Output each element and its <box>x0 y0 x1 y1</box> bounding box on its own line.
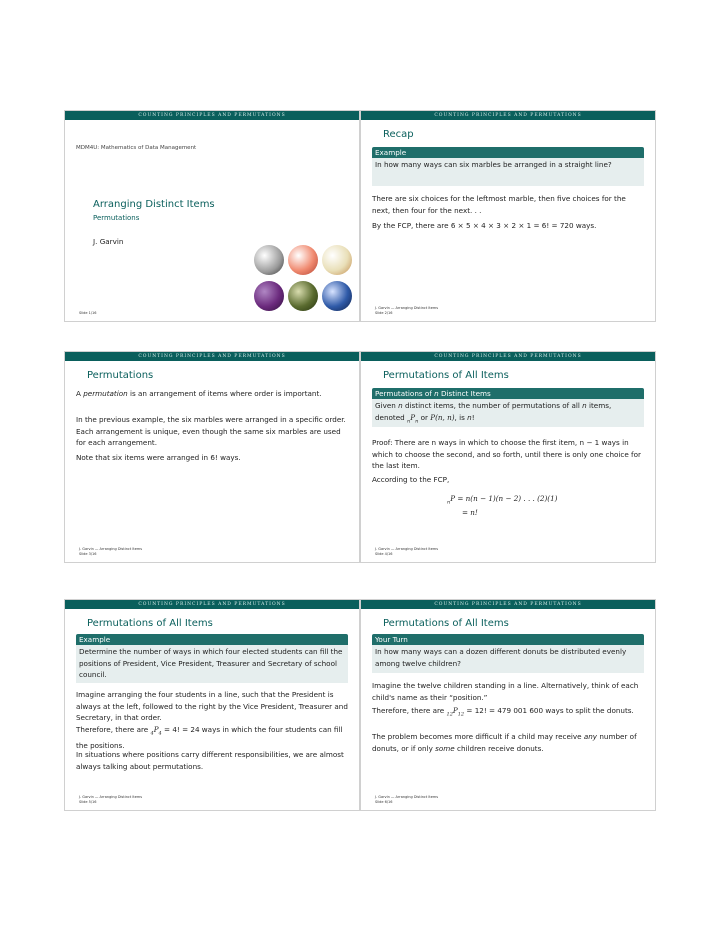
emphasis: any <box>583 732 598 741</box>
equation-line-2: = n! <box>462 508 478 517</box>
slide-footer <box>79 547 142 557</box>
slide-title: Permutations of All Items <box>383 618 509 629</box>
text: ! <box>471 412 475 422</box>
paragraph: Imagine arranging the four students in a line, such that the President is always at the left, followed to the right by the Vice President, Treasurer and Secretary, in that order. <box>76 690 348 722</box>
paragraph <box>76 724 348 751</box>
slide-5 <box>64 599 360 811</box>
your-turn-block-text: In how many ways can a dozen different donuts be distributed evenly among twelve children? <box>372 645 644 673</box>
footer-author: J. Garvin — Arranging Distinct Items <box>375 795 439 799</box>
paragraph: In situations where positions carry different responsibilities, we are almost always talking about permutations. <box>76 750 344 771</box>
math: n <box>467 412 472 422</box>
math: n <box>415 417 419 424</box>
footer-author: J. Garvin — Arranging Distinct Items <box>79 795 143 799</box>
slide-header: COUNTING PRINCIPLES AND PERMUTATIONS <box>361 352 655 361</box>
slide-header: COUNTING PRINCIPLES AND PERMUTATIONS <box>361 600 655 609</box>
paragraph <box>76 388 348 400</box>
footer-author: J. Garvin — Arranging Distinct Items <box>375 547 439 551</box>
text: Permutations of <box>375 389 435 398</box>
paragraph: There are six choices for the leftmost marble, then five choices for the next, then four for the next. . . <box>372 194 626 215</box>
text: children receive donuts. <box>454 743 544 753</box>
slide-header: COUNTING PRINCIPLES AND PERMUTATIONS <box>361 111 655 120</box>
math: n <box>447 499 451 506</box>
slide-header: COUNTING PRINCIPLES AND PERMUTATIONS <box>65 352 359 361</box>
text: number of donuts, or if only <box>372 732 637 753</box>
math: P = n(n − 1)(n − 2) . . . (2)(1) <box>450 494 558 503</box>
text: , is <box>454 412 468 422</box>
math: n <box>582 401 587 410</box>
slide-number: Slide 6/16 <box>375 800 393 804</box>
text: or <box>418 412 431 422</box>
math: P <box>410 412 416 422</box>
marble-5 <box>288 281 318 311</box>
emphasis: n <box>434 389 439 398</box>
paragraph <box>372 705 644 721</box>
text: The problem becomes more difficult if a child may receive <box>372 732 584 741</box>
equation-line-1 <box>447 494 557 505</box>
slide-title: Arranging Distinct Items <box>93 199 215 210</box>
text: items, denoted <box>375 401 612 422</box>
definition-block-text <box>372 399 644 427</box>
slide-4 <box>360 351 656 563</box>
example-block-title: Example <box>76 634 348 645</box>
paragraph <box>372 731 644 754</box>
slide-1 <box>64 110 360 322</box>
paragraph: According to the FCP, <box>372 475 450 484</box>
text: A <box>76 389 84 398</box>
slide-title: Permutations <box>87 370 154 381</box>
footer-author: J. Garvin — Arranging Distinct Items <box>79 547 143 551</box>
marbles-image <box>250 243 360 318</box>
paragraph: Imagine the twelve children standing in a line. Alternatively, think of each child's name as their “position.” <box>372 681 639 702</box>
footer-author: J. Garvin — Arranging Distinct Items <box>375 306 439 310</box>
math: n <box>407 417 411 424</box>
example-block-title: Example <box>372 147 644 158</box>
slide-3 <box>64 351 360 563</box>
text: Given <box>375 401 399 410</box>
example-block-text: In how many ways can six marbles be arranged in a straight line? <box>372 158 644 186</box>
slide-number: Slide 5/16 <box>79 800 97 804</box>
text: = 4! = 24 ways in which the four students can fill the positions. <box>76 725 343 750</box>
definition-block-title <box>372 388 644 399</box>
slide-footer <box>375 306 438 316</box>
paragraph: In the previous example, the six marbles were arranged in a specific order. Each arrangement is unique, even though the same six marbles are used for each arrangement. <box>76 415 346 447</box>
slide-number: Slide 1/16 <box>79 311 97 315</box>
course-name: MDM4U: Mathematics of Data Management <box>76 145 197 151</box>
math: P <box>153 725 159 734</box>
emphasis: some <box>435 743 455 753</box>
slide-6 <box>360 599 656 811</box>
slide-number: Slide 4/16 <box>375 552 393 556</box>
slide-footer <box>79 311 97 316</box>
emphasis: permutation <box>83 389 128 398</box>
slide-footer <box>79 795 142 805</box>
slide-footer <box>375 547 438 557</box>
slide-subtitle: Permutations <box>93 214 140 222</box>
slide-title: Recap <box>383 129 414 140</box>
marble-4 <box>254 281 284 311</box>
author: J. Garvin <box>93 237 124 246</box>
text: Therefore, there are <box>76 725 151 734</box>
text: Therefore, there are <box>372 706 447 715</box>
text: distinct items, the number of permutations of all <box>402 401 583 410</box>
slide-header: COUNTING PRINCIPLES AND PERMUTATIONS <box>65 600 359 609</box>
slide-header: COUNTING PRINCIPLES AND PERMUTATIONS <box>65 111 359 120</box>
paragraph: By the FCP, there are 6 × 5 × 4 × 3 × 2 × 1 = 6! = 720 ways. <box>372 221 597 230</box>
math: 12 <box>446 711 453 718</box>
math: 4 <box>150 730 154 737</box>
marble-2 <box>288 245 318 275</box>
paragraph: Proof: There are n ways in which to choose the first item, n − 1 ways in which to choose the second, and so forth, until there is only one choice for the last item. <box>372 438 641 470</box>
your-turn-block-title: Your Turn <box>372 634 644 645</box>
slide-number: Slide 3/16 <box>79 552 97 556</box>
text: is an arrangement of items where order is important. <box>127 389 322 398</box>
marble-1 <box>254 245 284 275</box>
example-block-text: Determine the number of ways in which four elected students can fill the positions of President, Vice President, Treasurer and Secretary of school council. <box>76 645 348 683</box>
slide-title: Permutations of All Items <box>383 370 509 381</box>
slide-number: Slide 2/16 <box>375 311 393 315</box>
math: P <box>452 706 458 715</box>
text: = 12! = 479 001 600 ways to split the donuts. <box>464 706 634 715</box>
marble-3 <box>322 245 352 275</box>
marble-6 <box>322 281 352 311</box>
text: Distinct Items <box>438 389 491 398</box>
math: P(n, n) <box>430 412 455 422</box>
paragraph: Note that six items were arranged in 6! ways. <box>76 453 241 462</box>
math: n <box>398 401 403 410</box>
slide-2 <box>360 110 656 322</box>
slide-footer <box>375 795 438 805</box>
math: 4 <box>158 730 162 737</box>
slide-title: Permutations of All Items <box>87 618 213 629</box>
math: 12 <box>457 711 465 718</box>
